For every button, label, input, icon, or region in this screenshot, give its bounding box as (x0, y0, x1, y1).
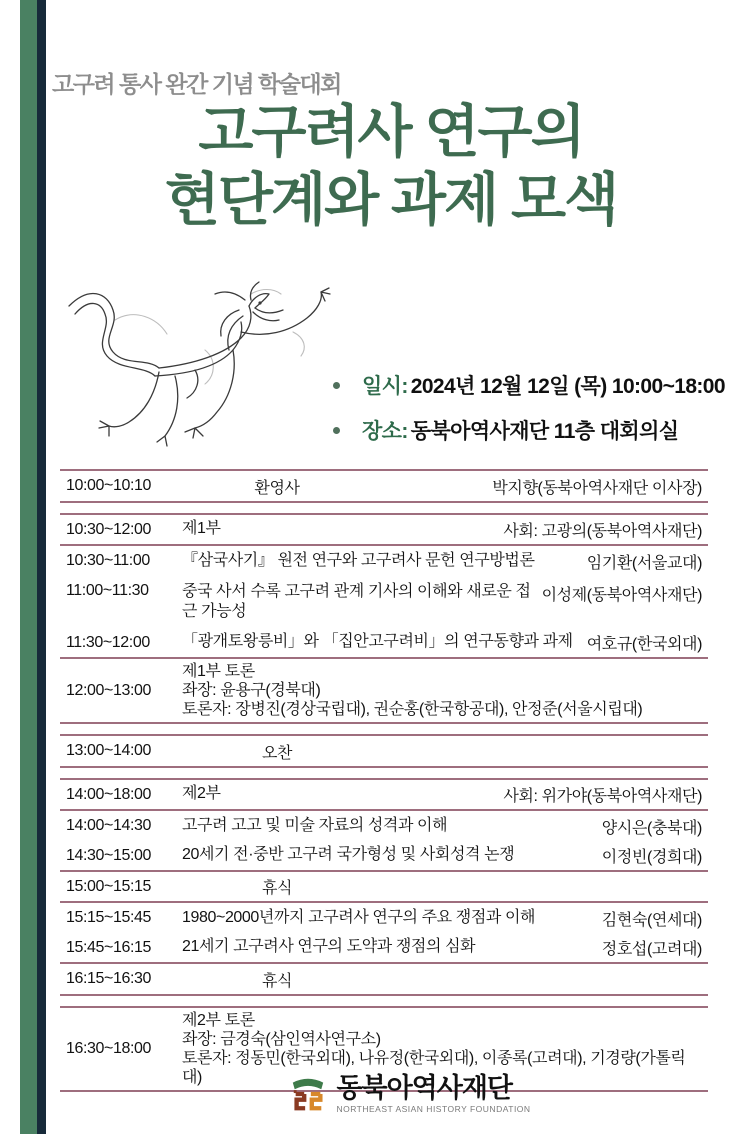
section-part1 (60, 513, 708, 724)
session-title: 제1부 (182, 520, 221, 538)
speaker-cell: 이성제(동북아역사재단) (541, 587, 702, 604)
speaker-cell: 박지향(동북아역사재단 이사장) (492, 479, 702, 497)
session-title: 휴식 (261, 880, 293, 897)
time-cell: 11:30~12:00 (66, 633, 150, 651)
venue-label: 장소: (362, 420, 408, 443)
time-cell: 14:00~14:30 (66, 817, 152, 834)
schedule-row-talk (60, 811, 708, 841)
talk-title: 20세기 전·중반 고구려 국가형성 및 사회성격 논쟁 (182, 846, 515, 864)
time-cell: 15:00~15:15 (66, 877, 152, 895)
speaker-cell: 임기환(서울교대) (586, 554, 702, 572)
section-part2 (60, 778, 708, 996)
discussion-panel: 토론자: 정동민(한국외대), 나유정(한국외대), 이종록(고려대), 기경량(가톨릭대) (182, 1050, 686, 1086)
time-cell: 10:30~11:00 (66, 552, 150, 569)
discussion-chair: 좌장: 금경숙(삼인역사연구소) (182, 1031, 381, 1048)
talk-title: 고구려 고고 및 미술 자료의 성격과 이해 (182, 816, 448, 834)
organization-name-korean: 동북아역사재단 (336, 1072, 513, 1103)
speaker-cell: 김현숙(연세대) (601, 911, 702, 929)
event-title-line1: 고구려사 연구의 (198, 100, 584, 164)
speaker-cell: 여호규(한국외대) (586, 636, 702, 653)
session-title: 휴식 (261, 972, 293, 990)
schedule-row-talk (60, 903, 708, 933)
time-cell: 16:15~16:30 (66, 970, 152, 987)
section-lunch (60, 734, 708, 768)
talk-title: 「광개토왕릉비」와 「집안고구려비」의 연구동향과 과제 (182, 633, 573, 651)
discussion-panel: 토론자: 장병진(경상국립대), 권순홍(한국항공대), 안정준(서울시립대) (182, 701, 643, 718)
event-date-row (333, 370, 725, 400)
foundation-logo-icon (289, 1072, 327, 1116)
organization-name (336, 1074, 530, 1114)
speaker-cell: 정호섭(고려대) (601, 941, 702, 958)
time-cell: 15:15~15:45 (66, 909, 152, 926)
moderator-cell: 사회: 위가야(동북아역사재단) (503, 788, 702, 805)
schedule-row-talk (60, 933, 708, 964)
section-welcome (60, 469, 708, 503)
left-stripe-navy (37, 0, 46, 1134)
time-cell: 14:00~18:00 (66, 785, 152, 803)
speaker-cell: 양시은(충북대) (601, 819, 702, 837)
schedule-row-discussion (60, 659, 708, 722)
organization-footer (32, 1072, 756, 1116)
time-cell: 15:45~16:15 (66, 938, 152, 956)
venue-value: 동북아역사재단 11층 대회의실 (410, 420, 679, 443)
session-title: 제2부 (182, 785, 221, 803)
discussion-title: 제1부 토론 (182, 663, 255, 680)
schedule-row-welcome (60, 471, 708, 501)
dragon-illustration (55, 280, 355, 465)
bullet-icon (333, 382, 340, 389)
time-cell: 16:30~18:00 (66, 1040, 152, 1057)
discussion-details (182, 662, 702, 719)
date-value: 2024년 12월 12일 (목) 10:00~18:00 (410, 375, 725, 398)
time-cell: 10:30~12:00 (66, 520, 152, 538)
schedule-row-talk (60, 576, 708, 628)
schedule-row-break (60, 872, 708, 903)
discussion-title: 제2부 토론 (182, 1012, 255, 1029)
organization-name-english: NORTHEAST ASIAN HISTORY FOUNDATION (336, 1104, 531, 1115)
talk-title: 『삼국사기』 원전 연구와 고구려사 문헌 연구방법론 (182, 551, 535, 569)
talk-title: 21세기 고구려사 연구의 도약과 쟁점의 심화 (182, 938, 476, 956)
session-title: 오찬 (261, 744, 293, 762)
speaker-cell: 이정빈(경희대) (601, 849, 702, 866)
event-title (46, 98, 756, 235)
date-label: 일시: (362, 375, 408, 398)
moderator-cell: 사회: 고광의(동북아역사재단) (503, 523, 702, 540)
schedule-row-talk (60, 546, 708, 576)
schedule-row-part2-header (60, 780, 708, 811)
event-tagline: 고구려 통사 완간 기념 학술대회 (52, 71, 341, 97)
session-title: 환영사 (254, 479, 300, 497)
bullet-icon (333, 427, 340, 434)
talk-title: 중국 사서 수록 고구려 관계 기사의 이해와 새로운 접근 가능성 (182, 583, 531, 621)
schedule-row-lunch (60, 736, 708, 766)
schedule-row-talk (60, 628, 708, 659)
talk-title: 1980~2000년까지 고구려사 연구의 주요 쟁점과 이해 (182, 908, 536, 926)
time-cell: 14:30~15:00 (66, 846, 152, 864)
left-stripe-green (20, 0, 37, 1134)
schedule-row-part1-header (60, 515, 708, 546)
event-title-line2: 현단계와 과제 모색 (164, 168, 618, 233)
discussion-chair: 좌장: 윤용구(경북대) (182, 682, 321, 699)
event-venue-row (333, 415, 725, 445)
schedule-row-talk (60, 841, 708, 872)
event-info (333, 370, 725, 460)
time-cell: 12:00~13:00 (66, 681, 152, 699)
schedule-table (60, 469, 708, 1092)
schedule-row-break (60, 964, 708, 994)
time-cell: 10:00~10:10 (66, 477, 152, 494)
time-cell: 11:00~11:30 (66, 582, 149, 599)
time-cell: 13:00~14:00 (66, 742, 152, 759)
